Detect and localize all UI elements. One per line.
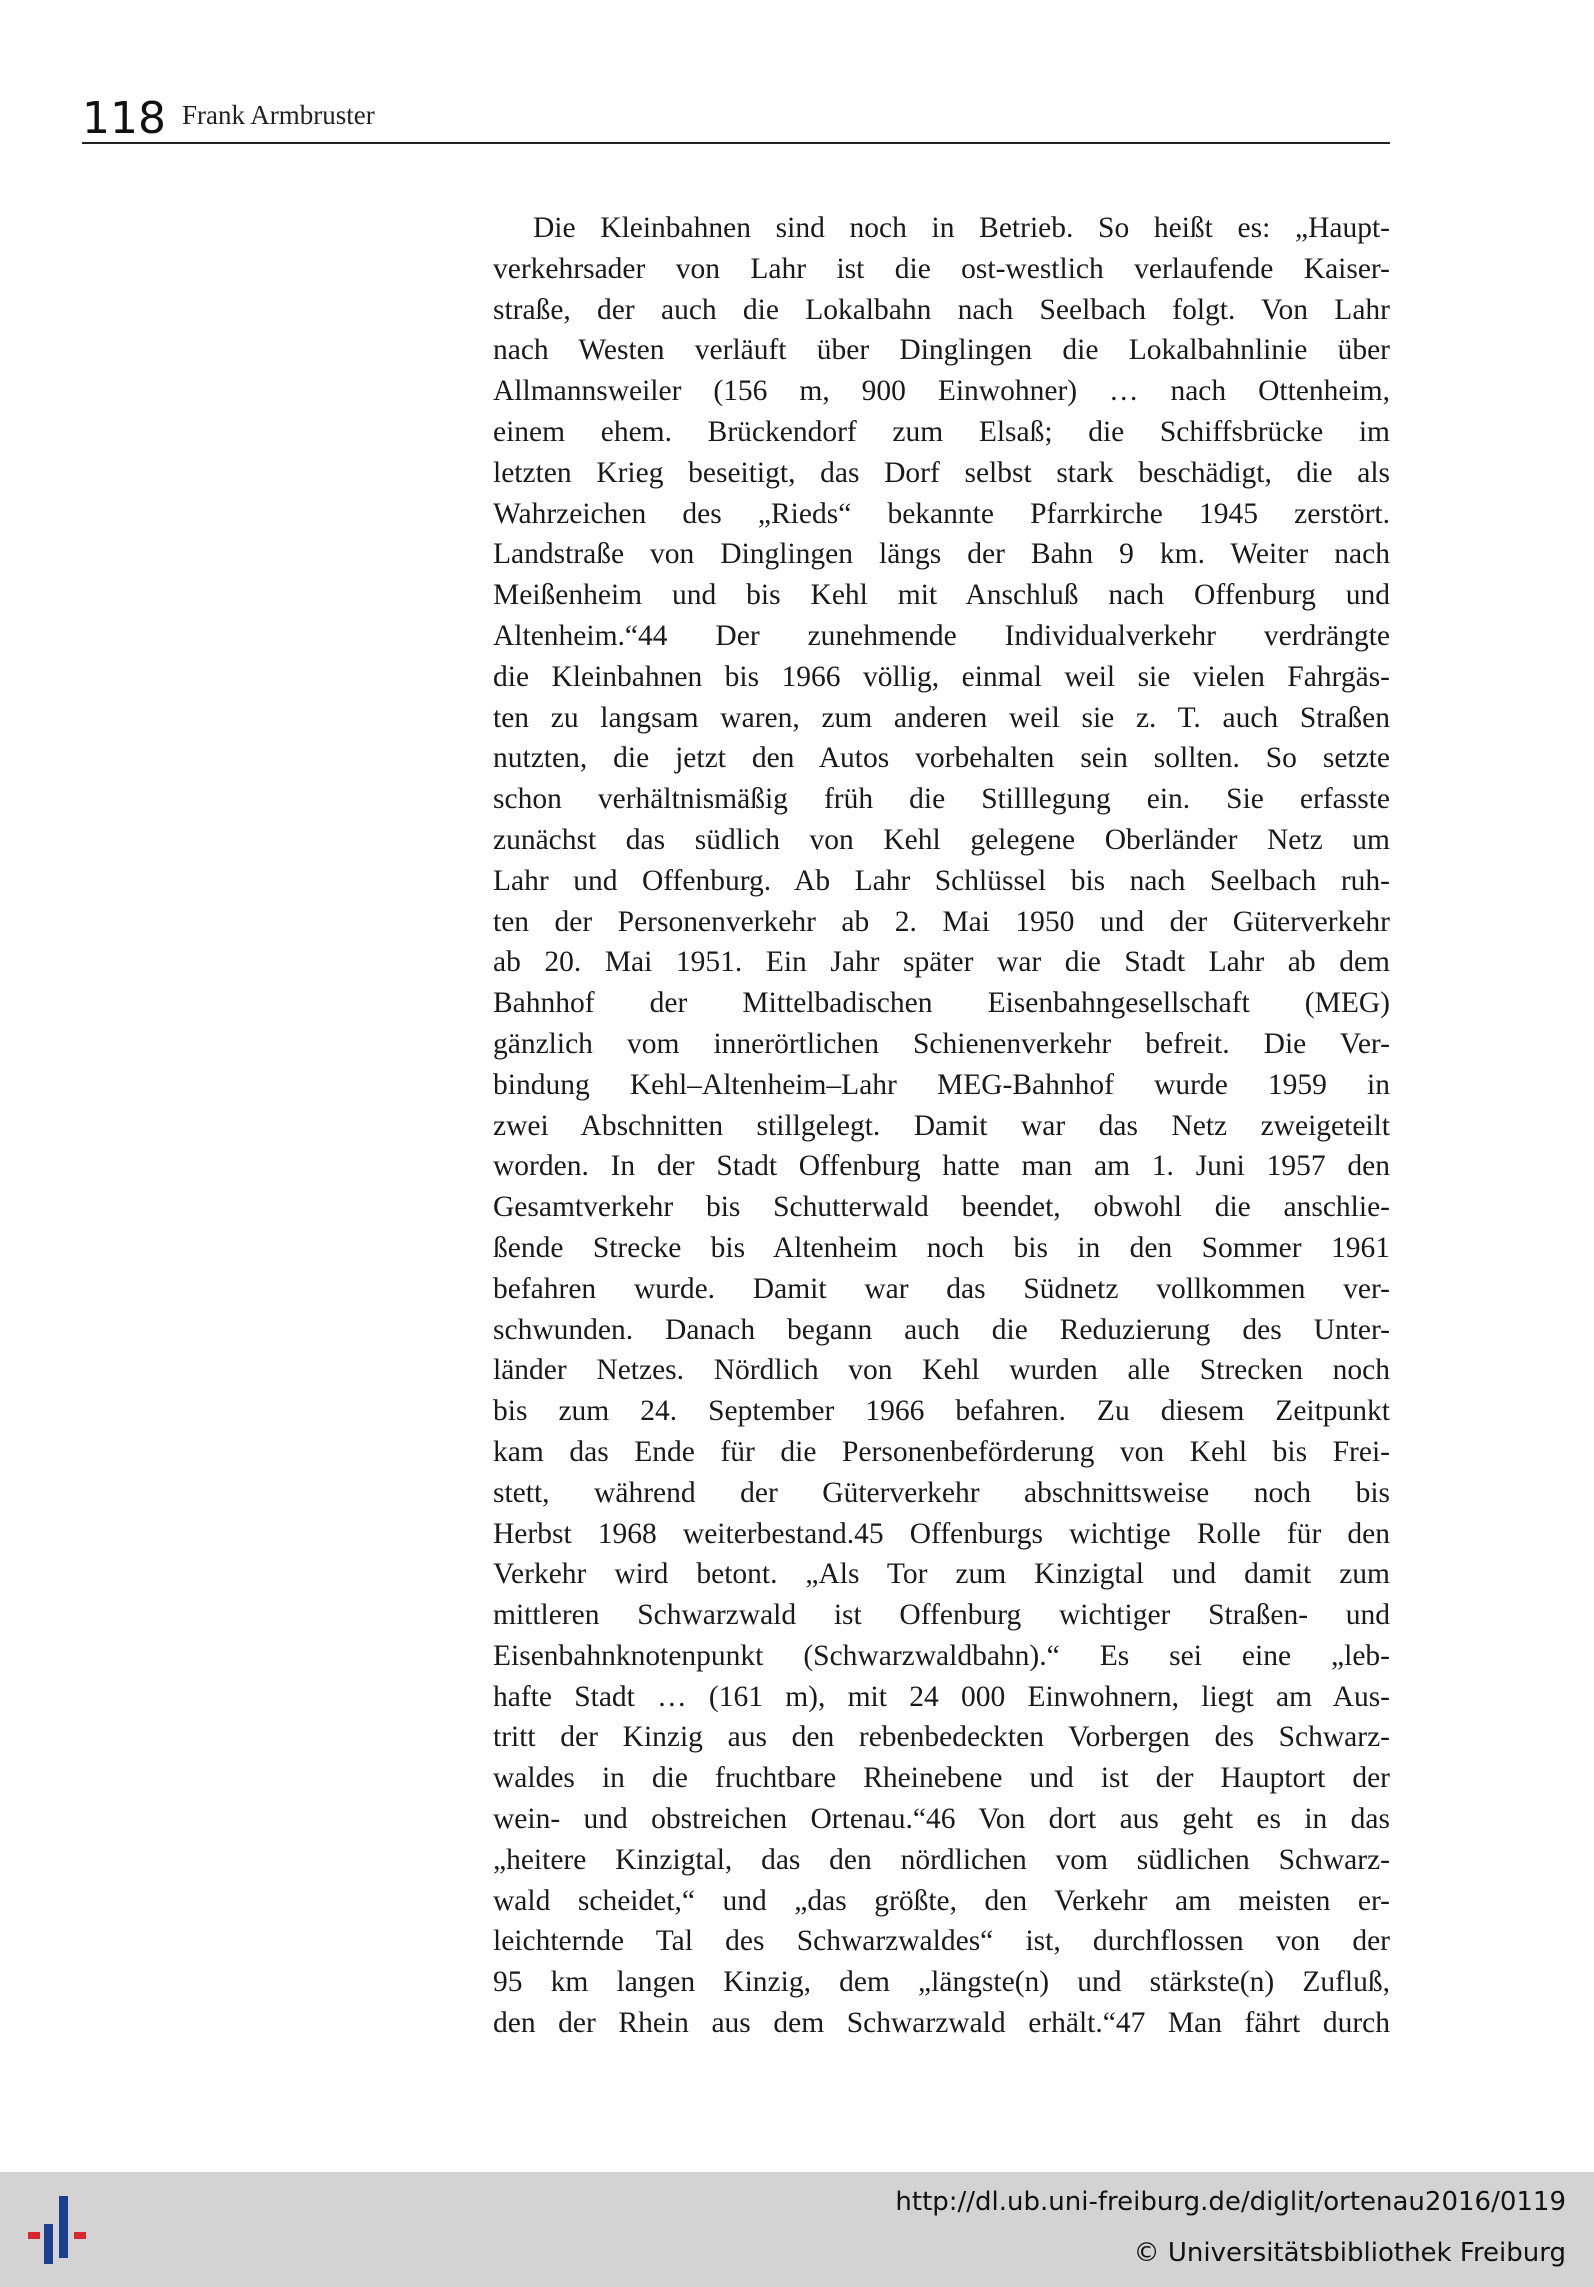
text-line: gänzlich vom innerörtlichen Schienenverkehr befreit. Die Ver- [493, 1027, 1390, 1060]
text-line: leichternde Tal des Schwarzwaldes“ ist, durchflossen von der [493, 1925, 1390, 1958]
text-line: hafte Stadt … (161 m), mit 24 000 Einwohnern, liegt am Aus- [493, 1680, 1390, 1713]
text-line: kam das Ende für die Personenbeförderung von Kehl bis Frei- [493, 1435, 1390, 1468]
footer-copyright: © Universitätsbibliothek Freiburg [1133, 2238, 1566, 2268]
text-line: tritt der Kinzig aus den rebenbedeckten Vorbergen des Schwarz- [493, 1721, 1390, 1754]
text-line: Bahnhof der Mittelbadischen Eisenbahngesellschaft (MEG) [493, 987, 1390, 1020]
text-line: Herbst 1968 weiterbestand.45 Offenburgs wichtige Rolle für den [493, 1517, 1390, 1550]
text-line: Gesamtverkehr bis Schutterwald beendet, obwohl die anschlie- [493, 1191, 1390, 1224]
ub-freiburg-logo-icon [22, 2188, 100, 2268]
footer-url-link[interactable]: http://dl.ub.uni-freiburg.de/diglit/ortenau2016/0119 [895, 2187, 1566, 2217]
text-line: wald scheidet,“ und „das größte, den Verkehr am meisten er- [493, 1884, 1390, 1917]
text-line: waldes in die fruchtbare Rheinebene und ist der Hauptort der [493, 1762, 1390, 1795]
text-line: stett, während der Güterverkehr abschnittsweise noch bis [493, 1476, 1390, 1509]
page-header [82, 93, 1390, 144]
text-line: ßende Strecke bis Altenheim noch bis in den Sommer 1961 [493, 1231, 1390, 1264]
text-line: Allmannsweiler (156 m, 900 Einwohner) … nach Ottenheim, [493, 375, 1390, 408]
text-line: Eisenbahnknotenpunkt (Schwarzwaldbahn).“ Es sei eine „leb- [493, 1639, 1390, 1672]
text-line: Altenheim.“44 Der zunehmende Individualverkehr verdrängte [493, 619, 1390, 652]
text-line: Die Kleinbahnen sind noch in Betrieb. So heißt es: „Haupt- [533, 212, 1390, 244]
text-line: bis zum 24. September 1966 befahren. Zu diesem Zeitpunkt [493, 1395, 1390, 1428]
text-line: nutzten, die jetzt den Autos vorbehalten sein sollten. So setzte [493, 742, 1390, 775]
text-line: mittleren Schwarzwald ist Offenburg wichtiger Straßen- und [493, 1599, 1390, 1632]
text-line: schwunden. Danach begann auch die Reduzierung des Unter- [493, 1313, 1390, 1346]
body-text [493, 208, 1390, 2044]
text-line: ten zu langsam waren, zum anderen weil sie z. T. auch Straßen [493, 701, 1390, 734]
running-head-author: Frank Armbruster [182, 100, 375, 130]
text-line: Verkehr wird betont. „Als Tor zum Kinzigtal und damit zum [493, 1558, 1390, 1591]
text-line: den der Rhein aus dem Schwarzwald erhält.“47 Man fährt durch [493, 2007, 1390, 2040]
text-line: bindung Kehl–Altenheim–Lahr MEG-Bahnhof wurde 1959 in [493, 1068, 1390, 1101]
text-line: worden. In der Stadt Offenburg hatte man am 1. Juni 1957 den [493, 1150, 1390, 1183]
page-number: 118 [82, 93, 166, 144]
text-line: Meißenheim und bis Kehl mit Anschluß nach Offenburg und [493, 579, 1390, 612]
text-line: ten der Personenverkehr ab 2. Mai 1950 und der Güterverkehr [493, 905, 1390, 938]
text-line: länder Netzes. Nördlich von Kehl wurden alle Strecken noch [493, 1354, 1390, 1387]
text-line: befahren wurde. Damit war das Südnetz vollkommen ver- [493, 1272, 1390, 1305]
text-line: verkehrsader von Lahr ist die ost-westlich verlaufende Kaiser- [493, 252, 1390, 285]
text-line: letzten Krieg beseitigt, das Dorf selbst stark beschädigt, die als [493, 456, 1390, 489]
text-line: zwei Abschnitten stillgelegt. Damit war das Netz zweigeteilt [493, 1109, 1390, 1142]
text-line: „heitere Kinzigtal, das den nördlichen vom südlichen Schwarz- [493, 1843, 1390, 1876]
text-line: einem ehem. Brückendorf zum Elsaß; die Schiffsbrücke im [493, 415, 1390, 448]
text-line: schon verhältnismäßig früh die Stilllegung ein. Sie erfasste [493, 783, 1390, 816]
text-line: ab 20. Mai 1951. Ein Jahr später war die Stadt Lahr ab dem [493, 946, 1390, 979]
text-line: wein- und obstreichen Ortenau.“46 Von dort aus geht es in das [493, 1803, 1390, 1836]
text-line: Landstraße von Dinglingen längs der Bahn 9 km. Weiter nach [493, 538, 1390, 571]
text-line: Wahrzeichen des „Rieds“ bekannte Pfarrkirche 1945 zerstört. [493, 497, 1390, 530]
text-line: 95 km langen Kinzig, dem „längste(n) und stärkste(n) Zufluß, [493, 1966, 1390, 1999]
text-line: nach Westen verläuft über Dinglingen die Lokalbahnlinie über [493, 334, 1390, 367]
text-line: zunächst das südlich von Kehl gelegene Oberländer Netz um [493, 823, 1390, 856]
text-line: die Kleinbahnen bis 1966 völlig, einmal weil sie vielen Fahrgäs- [493, 660, 1390, 693]
text-line: straße, der auch die Lokalbahn nach Seelbach folgt. Von Lahr [493, 293, 1390, 326]
text-line: Lahr und Offenburg. Ab Lahr Schlüssel bis nach Seelbach ruh- [493, 864, 1390, 897]
